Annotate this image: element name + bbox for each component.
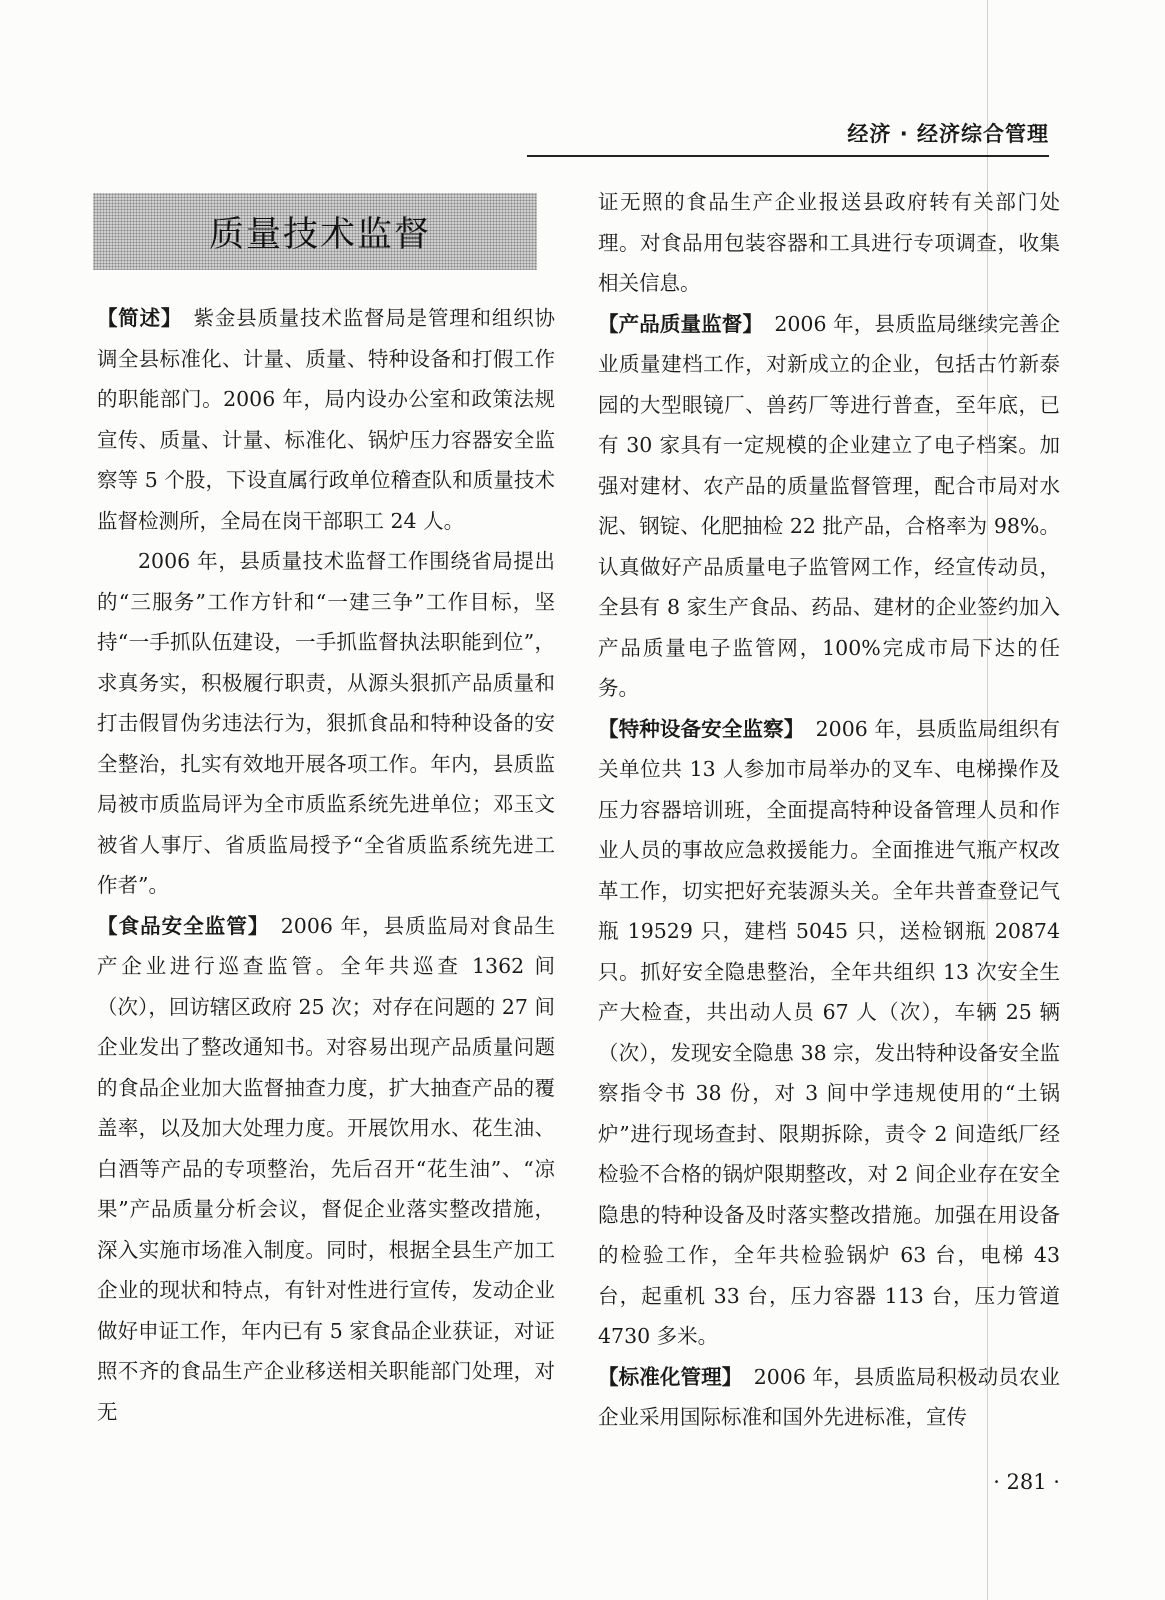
paragraph-text: 2006 年，县质量技术监督工作围绕省局提出的“三服务”工作方针和“一建三争”工作目标，坚持“一手抓队伍建设，一手抓监督执法职能到位”，求真务实，积极履行职责，从源头狠抓产品质量和打击假冒伪劣违法行为，狠抓食品和特种设备的安全整治，扎实有效地开展各项工作。年内，县质监局被市质监局评为全市质监系统先进单位；邓玉文被省人事厅、省质监局授予“全省质监系统先进工作者”。 [97,549,555,897]
running-header: 经济 · 经济综合管理 [847,122,1049,146]
section-label: 【食品安全监管】 [97,913,270,938]
header-rule [527,155,1049,157]
section-label: 【特种设备安全监察】 [598,716,805,741]
right-column [598,182,1060,1438]
section-label: 【产品质量监督】 [598,311,764,336]
paragraph-summary [97,541,555,906]
title-banner [93,193,537,270]
paragraph-special-equipment [598,709,1060,1357]
section-label: 【简述】 [97,306,183,330]
paragraph-continued [598,182,1060,304]
paragraph-overview [97,298,555,541]
paragraph-product-quality [598,304,1060,709]
paragraph-text: 2006 年，县质监局对食品生产企业进行巡查监管。全年共巡查 1362 间（次），回访辖区政府 25 次；对存在问题的 27 间企业发出了整改通知书。对容易出现产品质量问题的食品企业加大监督抽查力度，扩大抽查产品的覆盖率，以及加大处理力度。开展饮用水、花生油、白酒等产品的专项整治，先后召开“花生油”、“凉果”产品质量分析会议，督促企业落实整改措施，深入实施市场准入制度。同时，根据全县生产加工企业的现状和特点，有针对性进行宣传，发动企业做好申证工作，年内已有 5 家食品企业获证，对证照不齐的食品生产企业移送相关职能部门处理，对无 [97,913,556,1424]
page-title: 质量技术监督 [208,214,431,255]
section-label: 【标准化管理】 [598,1364,743,1389]
paragraph-food-safety [97,906,555,1433]
paragraph-standardization [598,1357,1060,1438]
page-number: · 281 · [993,1470,1060,1494]
paragraph-text: 2006 年，县质监局组织有关单位共 13 人参加市局举办的叉车、电梯操作及压力容器培训班，全面提高特种设备管理人员和作业人员的事故应急救援能力。全面推进气瓶产权改革工作，切实把好充装源头关。全年共普查登记气瓶 19529 只，建档 5045 只，送检钢瓶 20874 只。抓好安全隐患整治，全年共组织 13 次安全生产大检查，共出动人员 67 人（次），车辆 25 辆（次），发现安全隐患 38 宗，发出特种设备安全监察指令书 38 份，对 3 间中学违规使用的“土锅炉”进行现场查封、限期拆除，责令 2 间造纸厂经检验不合格的锅炉限期整改，对 2 间企业存在安全隐患的特种设备及时落实整改措施。加强在用设备的检验工作，全年共检验锅炉 63 台，电梯 43 台，起重机 33 台，压力容器 113 台，压力管道 4730 多米。 [598,716,1061,1348]
paragraph-text: 2006 年，县质监局积极动员农业企业采用国际标准和国外先进标准，宣传 [598,1364,1061,1429]
paragraph-text: 2006 年，县质监局继续完善企业质量建档工作，对新成立的企业，包括古竹新泰园的大型眼镜厂、兽药厂等进行普查，至年底，已有 30 家具有一定规模的企业建立了电子档案。加强对建材、农产品的质量监督管理，配合市局对水泥、钢锭、化肥抽检 22 批产品，合格率为 98%。认真做好产品质量电子监管网工作，经宣传动员，全县有 8 家生产食品、药品、建材的企业签约加入产品质量电子监管网，100%完成市局下达的任务。 [598,311,1061,700]
paragraph-text: 证无照的食品生产企业报送县政府转有关部门处理。对食品用包装容器和工具进行专项调查，收集相关信息。 [598,190,1060,295]
paragraph-text: 紫金县质量技术监督局是管理和组织协调全县标准化、计量、质量、特种设备和打假工作的职能部门。2006 年，局内设办公室和政策法规宣传、质量、计量、标准化、锅炉压力容器安全监察等 5 个股，下设直属行政单位稽查队和质量技术监督检测所，全局在岗干部职工 24 人。 [97,306,556,533]
left-column [97,298,555,1432]
